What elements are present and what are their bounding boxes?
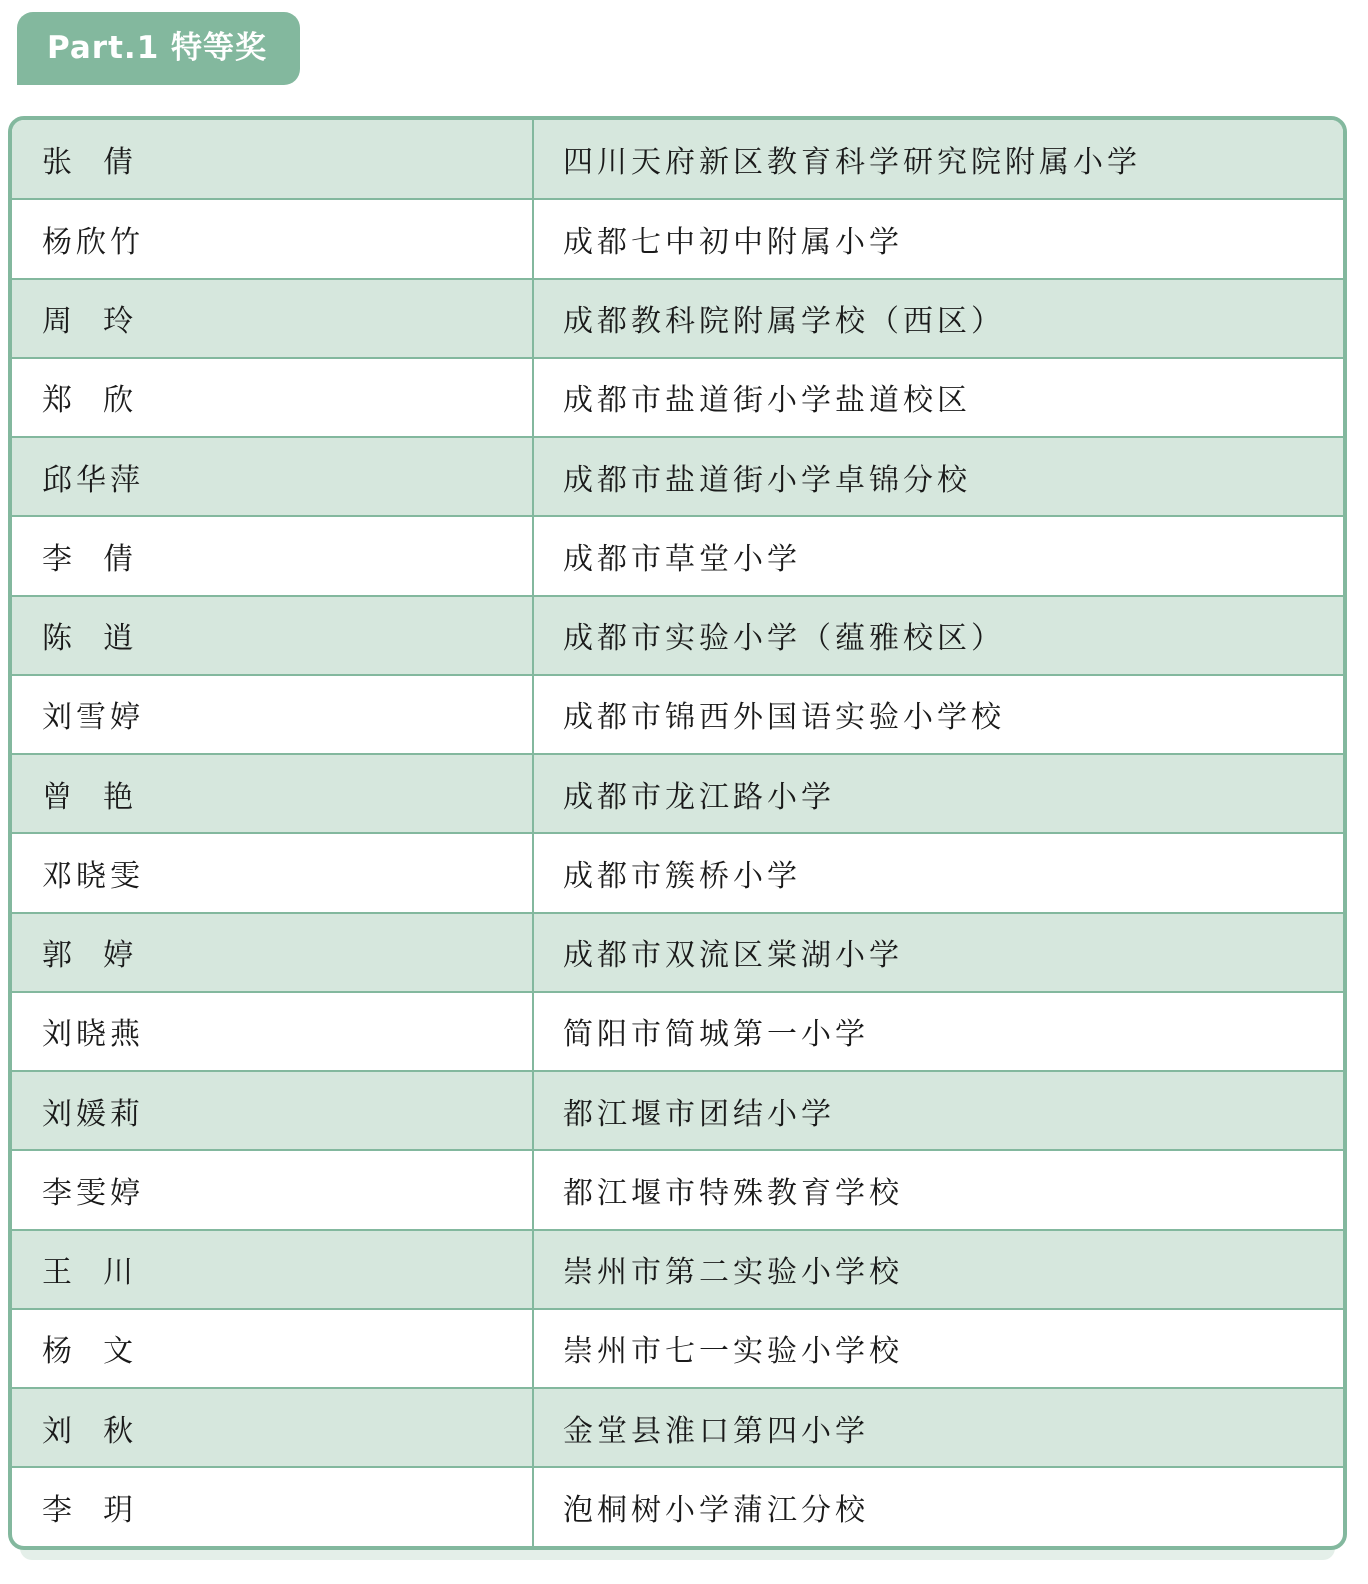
table-row: [12, 516, 1343, 595]
winner-school: 成都市盐道街小学盐道校区: [533, 358, 1343, 437]
winner-name: 刘 秋: [12, 1388, 533, 1467]
table-row: [12, 1071, 1343, 1150]
winner-school: 成都市盐道街小学卓锦分校: [533, 437, 1343, 516]
winner-school: 崇州市七一实验小学校: [533, 1309, 1343, 1388]
winner-school: 成都市实验小学（蕴雅校区）: [533, 596, 1343, 675]
winner-name: 刘晓燕: [12, 992, 533, 1071]
winner-school: 成都七中初中附属小学: [533, 199, 1343, 278]
winner-school: 崇州市第二实验小学校: [533, 1230, 1343, 1309]
table-row: [12, 1309, 1343, 1388]
award-table: [12, 120, 1343, 1547]
winner-school: 成都市簇桥小学: [533, 833, 1343, 912]
winner-name: 王 川: [12, 1230, 533, 1309]
table-row: [12, 199, 1343, 278]
table-row: [12, 437, 1343, 516]
winner-school: 都江堰市团结小学: [533, 1071, 1343, 1150]
winner-school: 成都市草堂小学: [533, 516, 1343, 595]
winner-name: 李 倩: [12, 516, 533, 595]
winner-name: 李雯婷: [12, 1150, 533, 1229]
winner-school: 成都市双流区棠湖小学: [533, 913, 1343, 992]
winner-name: 陈 逍: [12, 596, 533, 675]
table-row: [12, 1230, 1343, 1309]
winner-name: 郭 婷: [12, 913, 533, 992]
winner-school: 四川天府新区教育科学研究院附属小学: [533, 120, 1343, 199]
table-row: [12, 992, 1343, 1071]
winner-school: 泡桐树小学蒲江分校: [563, 1493, 869, 1529]
section-title: Part.1 特等奖: [47, 30, 268, 66]
table-row: [12, 754, 1343, 833]
award-table-container: [8, 116, 1347, 1550]
table-row: [12, 833, 1343, 912]
table-row: [12, 1388, 1343, 1467]
winner-name: 曾 艳: [12, 754, 533, 833]
winner-name: 周 玲: [12, 279, 533, 358]
table-row: [12, 279, 1343, 358]
section-title-tab: [17, 12, 300, 85]
winner-name: 邱华萍: [12, 437, 533, 516]
winner-name: 刘雪婷: [12, 675, 533, 754]
winner-school: 成都市龙江路小学: [533, 754, 1343, 833]
table-row: [12, 596, 1343, 675]
winner-school: 简阳市简城第一小学: [533, 992, 1343, 1071]
winner-school: 都江堰市特殊教育学校: [533, 1150, 1343, 1229]
winner-school: 金堂县淮口第四小学: [533, 1388, 1343, 1467]
table-row: [12, 1467, 1343, 1546]
winner-name: 李 玥: [12, 1467, 533, 1546]
winner-school: 成都教科院附属学校（西区）: [533, 279, 1343, 358]
table-row: [12, 1150, 1343, 1229]
winner-name: 刘媛莉: [12, 1071, 533, 1150]
winner-name: 郑 欣: [12, 358, 533, 437]
winner-name: 杨欣竹: [12, 199, 533, 278]
winner-school: 成都市锦西外国语实验小学校: [533, 675, 1343, 754]
winner-name: 张 倩: [12, 120, 533, 199]
table-row: [12, 913, 1343, 992]
table-row: [12, 675, 1343, 754]
table-row: [12, 120, 1343, 199]
table-row: [12, 358, 1343, 437]
winner-name: 邓晓雯: [12, 833, 533, 912]
winner-name: 杨 文: [12, 1309, 533, 1388]
